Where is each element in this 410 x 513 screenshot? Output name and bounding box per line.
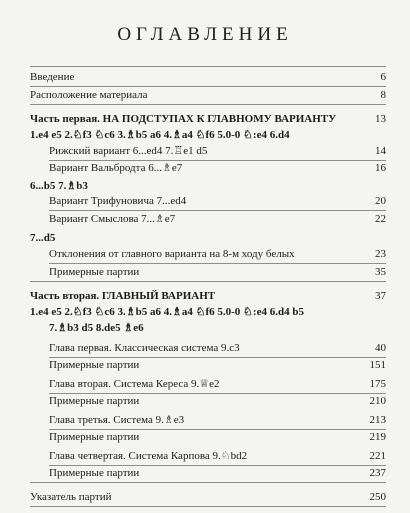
toc-entry-title: Введение [30, 71, 75, 83]
toc-entry-title: Вариант Смыслова 7...♗e7 [49, 213, 176, 225]
page-title: ОГЛАВЛЕНИЕ [117, 24, 293, 45]
divider [49, 393, 386, 394]
toc-entry-page: 35 [375, 266, 386, 278]
toc-entry-page: 20 [375, 195, 386, 207]
divider [30, 506, 386, 507]
moves-line [30, 180, 386, 193]
toc-entry-title: Отклонения от главного варианта на 8-м ходу белых [49, 248, 295, 260]
toc-entry [49, 145, 386, 158]
toc-entry [30, 71, 386, 84]
toc-entry-title: Глава вторая. Система Кереса 9.♕e2 [49, 378, 220, 390]
moves-line [30, 129, 386, 142]
toc-entry-title: Часть первая. НА ПОДСТУПАХ К ГЛАВНОМУ ВАРИАНТУ [30, 113, 337, 125]
toc-entry-page: 13 [375, 113, 386, 125]
toc-entry-title: Вариант Вальбродта 6...♗e7 [49, 162, 183, 174]
toc-entry [30, 491, 386, 504]
toc-entry-title: Примерные партии [49, 266, 140, 278]
moves-line [49, 322, 405, 335]
toc-entry-page: 16 [375, 162, 386, 174]
divider [30, 86, 386, 87]
toc-entry-title: 7...d5 [30, 232, 56, 244]
toc-entry-page: 40 [375, 342, 386, 354]
toc-entry [49, 395, 386, 408]
toc-entry-title: Примерные партии [49, 431, 140, 443]
toc-entry-title: Вариант Трифуновича 7...ed4 [49, 195, 187, 207]
toc-entry-page: 213 [369, 414, 386, 426]
toc-entry-title: Рижский вариант 6...ed4 7.♖e1 d5 [49, 145, 208, 157]
moves-line [30, 306, 386, 319]
toc-entry [49, 213, 386, 226]
divider [30, 104, 386, 105]
toc-entry [30, 89, 386, 102]
toc-entry-page: 151 [369, 359, 386, 371]
toc-entry-title: Примерные партии [49, 395, 140, 407]
toc-entry [49, 162, 386, 175]
toc-entry-title: Указатель партий [30, 491, 112, 503]
toc-entry [49, 342, 386, 355]
toc-entry-page: 22 [375, 213, 386, 225]
toc-entry [49, 266, 386, 279]
toc-entry [49, 248, 386, 261]
toc-entry-title: Расположение материала [30, 89, 148, 101]
toc-entry-title: Часть вторая. ГЛАВНЫЙ ВАРИАНТ [30, 290, 216, 302]
toc-entry [49, 359, 386, 372]
toc-entry-page: 221 [369, 450, 386, 462]
divider [49, 210, 386, 211]
toc-entry-page: 175 [369, 378, 386, 390]
toc-entry-page: 237 [369, 467, 386, 479]
toc-entry-title: Глава четвертая. Система Карпова 9.♘bd2 [49, 450, 248, 462]
toc-entry-page: 219 [369, 431, 386, 443]
part-heading [30, 290, 386, 303]
toc-entry-title: 1.e4 e5 2.♘f3 ♘c6 3.♗b5 a6 4.♗a4 ♘f6 5.0-0 ♘:e4 6.d4 b5 [30, 306, 304, 318]
toc-entry-page: 8 [380, 89, 386, 101]
toc-entry [49, 450, 386, 463]
divider [49, 465, 386, 466]
toc-entry-page: 14 [375, 145, 386, 157]
toc-entry-title: 1.e4 e5 2.♘f3 ♘c6 3.♗b5 a6 4.♗a4 ♘f6 5.0-0 ♘:e4 6.d4 [30, 129, 290, 141]
toc-entry-title: Примерные партии [49, 467, 140, 479]
toc-entry [49, 195, 386, 208]
toc-entry-title: 6...b5 7.♗b3 [30, 180, 88, 192]
toc-entry-page: 23 [375, 248, 386, 260]
divider [49, 429, 386, 430]
toc-entry-page: 37 [375, 290, 386, 302]
toc-entry-title: Примерные партии [49, 359, 140, 371]
divider [30, 66, 386, 67]
divider [49, 160, 386, 161]
divider [49, 357, 386, 358]
toc-entry-title: Глава третья. Система 9.♗e3 [49, 414, 185, 426]
part-heading [30, 113, 386, 126]
toc-entry-page: 210 [369, 395, 386, 407]
toc-entry-title: 7.♗b3 d5 8.de5 ♗e6 [49, 322, 144, 334]
moves-line [30, 232, 386, 245]
toc-entry-page: 250 [369, 491, 386, 503]
divider [30, 482, 386, 483]
divider [49, 263, 386, 264]
toc-entry [49, 431, 386, 444]
toc-entry-page: 6 [380, 71, 386, 83]
divider [30, 281, 386, 282]
toc-entry [49, 414, 386, 427]
toc-entry [49, 467, 386, 480]
toc-entry [49, 378, 386, 391]
toc-entry-title: Глава первая. Классическая система 9.c3 [49, 342, 240, 354]
